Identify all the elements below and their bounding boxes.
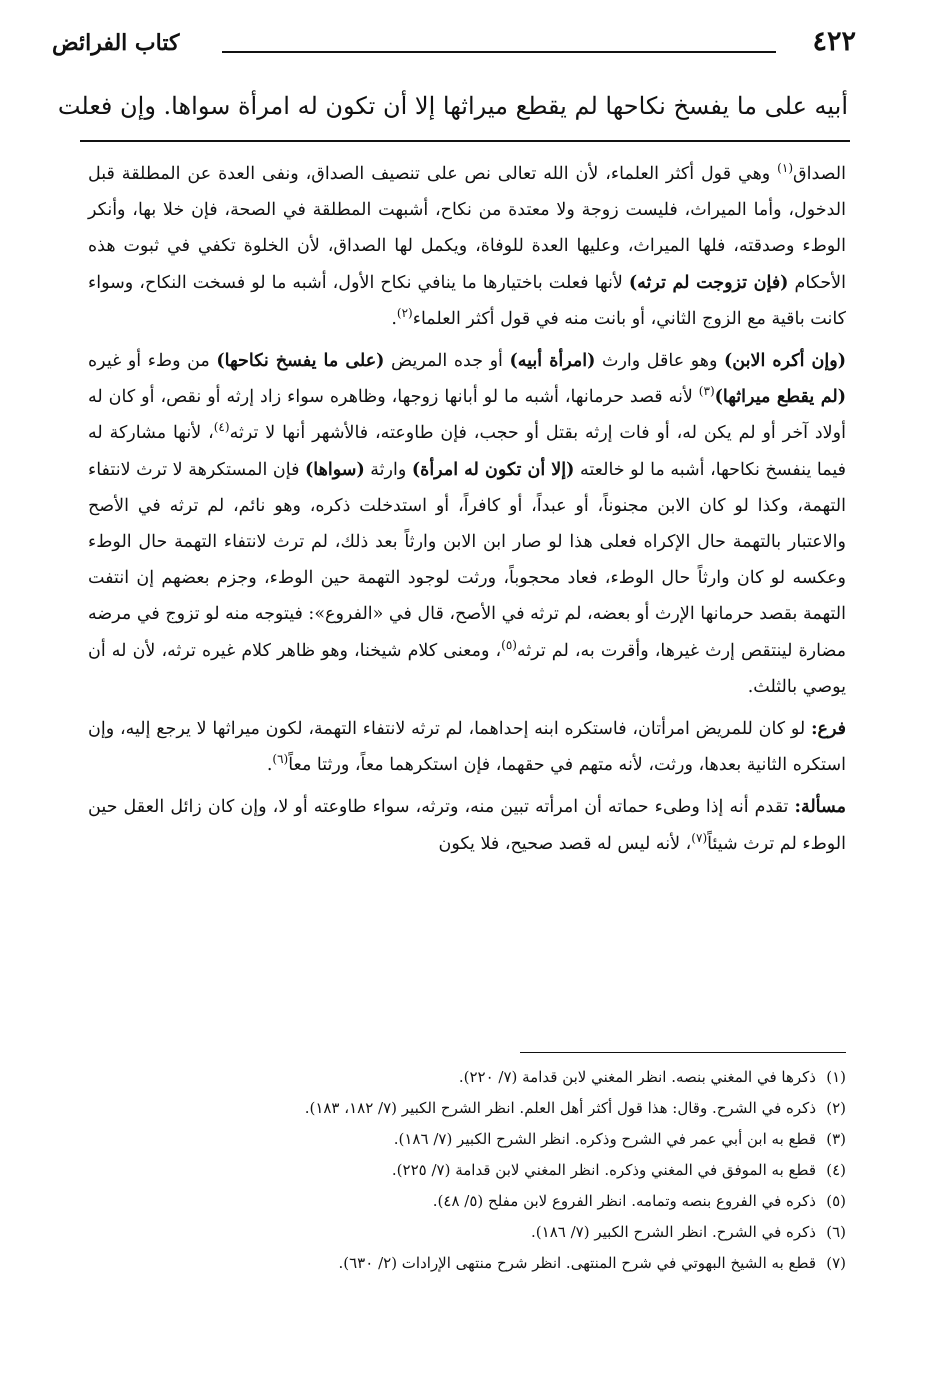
footnote-ref[interactable]: (٤) <box>213 420 230 435</box>
matn-text: أبيه على ما يفسخ نكاحها لم يقطع ميراثها إلا أن تكون له امرأة سواها. وإن فعلت <box>57 92 848 120</box>
footnote <box>200 1155 846 1186</box>
book-title: كتاب الفرائض <box>52 30 180 56</box>
text-run: لو كان للمريض امرأتان، فاستكره ابنه إحداهما، لم ترثه لانتفاء التهمة، لكون ميراثها لا يرجع إليه، وإن استكره الثانية بعدها، ورثت، لأنه متهم في حقهما، فإن استكرهما معاً، ورثتا معاً <box>88 719 846 776</box>
commentary-body <box>88 156 846 868</box>
footnote-number: (٢) <box>826 1099 846 1117</box>
paragraph-masala <box>88 789 846 861</box>
paragraph-1 <box>88 156 846 337</box>
section-label: فرع: <box>811 719 846 740</box>
footnote-number: (٦) <box>826 1223 846 1241</box>
footnote <box>200 1093 846 1124</box>
footnote-ref[interactable]: (٢) <box>396 305 413 320</box>
footnote-text: قطع به الموفق في المغني وذكره. انظر المغني لابن قدامة (٧/ ٢٢٥). <box>391 1161 816 1179</box>
footnote-text: قطع به ابن أبي عمر في الشرح وذكره. انظر الشرح الكبير (٧/ ١٨٦). <box>393 1130 816 1148</box>
page-number: ٤٢٢ <box>812 26 856 57</box>
text-run: فإن المستكرهة لا ترث لانتفاء التهمة، وكذا لو كان الابن مجنوناً، أو عبداً، أو كافراً، أو استدخلت ذكره، وهو نائم، لم ترثه في الأصح والاعتبار بالتهمة حال الإكراه فعلى هذا لو صار ابن الابن وارثاً بعد ذلك، لم ترث لانتفاء التهمة حال الوطء وعكسه لو كان وارثاً حال الوطء، فعاد محجوباً، ورثت لوجود التهمة حين الوطء، وجزم بعضهم إن انتفت التهمة بقصد حرمانها الإرث أو بعضه، لم ترثه في الأصح، قال في «الفروع»: فيتوجه منه لو تزوج في مرضه مضارة لينتقص إرث غيرها، وأقرت به، لم ترثه <box>87 459 846 661</box>
text-run: لأنها فعلت باختيارها ما ينافي نكاح الأول، أشبه ما لو فسخت النكاح، وسواء كانت باقية مع الزوج الثاني، أو بانت منه في قول أكثر العلماء <box>88 272 846 329</box>
matn-quote: (فإن تزوجت لم ترثه) <box>628 272 789 293</box>
text-run: وارثة <box>364 459 412 480</box>
footnote-ref[interactable]: (٥) <box>501 637 517 652</box>
section-label: مسألة: <box>794 797 846 818</box>
running-header <box>52 26 856 66</box>
footnote-text: ذكره في الفروع بنصه وتمامه. انظر الفروع لابن مفلح (٥/ ٤٨). <box>432 1192 816 1210</box>
footnote <box>200 1062 846 1093</box>
text-run: ، لأنه ليس له قصد صحيح، فلا يكون <box>438 833 692 854</box>
footnote-ref[interactable]: (١) <box>777 161 793 176</box>
text-run: . <box>391 308 397 329</box>
footnote <box>200 1124 846 1155</box>
footnote-number: (٣) <box>826 1130 846 1148</box>
footnote <box>200 1217 846 1248</box>
footnote <box>200 1186 846 1217</box>
footnote-separator <box>520 1052 846 1053</box>
footnote-number: (٥) <box>826 1192 846 1210</box>
matn-quote: (وإن أكره الابن) <box>724 351 846 372</box>
matn-quote: (على ما يفسخ نكاحها) <box>216 351 385 372</box>
text-run: من وطء أو غيره <box>88 351 217 372</box>
footnote-ref[interactable]: (٦) <box>272 752 289 767</box>
paragraph-far3 <box>88 711 846 783</box>
text-run: أو جده المريض <box>384 351 510 372</box>
matn-quote: (امرأة أبيه) <box>509 351 596 372</box>
footnotes <box>200 1062 846 1279</box>
text-run: الصداق <box>793 164 846 184</box>
footnote-text: ذكره في الشرح. انظر الشرح الكبير (٧/ ١٨٦). <box>531 1223 816 1241</box>
text-run: تقدم أنه إذا وطىء حماته أن امرأته تبين منه، وترثه، سواء طاوعته أو لا، وإن كان زائل العقل حين الوطء لم ترث شيئاً <box>88 797 846 854</box>
text-run: . <box>266 755 273 776</box>
matn-separator <box>80 140 850 142</box>
footnote-number: (١) <box>826 1068 846 1086</box>
footnote-ref[interactable]: (٧) <box>691 830 708 845</box>
footnote-number: (٧) <box>826 1254 846 1272</box>
footnote <box>200 1248 846 1279</box>
footnote-number: (٤) <box>826 1161 846 1179</box>
matn-quote: (لم يقطع ميراثها) <box>714 387 846 408</box>
paragraph-2 <box>88 343 846 705</box>
footnote-text: قطع به الشيخ البهوتي في شرح المنتهى. انظر شرح منتهى الإرادات (٢/ ٦٣٠). <box>338 1254 816 1272</box>
header-rule <box>222 51 776 53</box>
text-run: وهي قول أكثر العلماء، لأن الله تعالى نص على تنصيف الصداق، ونفى العدة عن المطلقة قبل الدخول، وأما الميراث، فليست زوجة ولا معتدة من نكاح، أشبهت المطلقة في الصحة، فإن خلا بها، وأنكر الوطء وصدقته، فلها الميراث، وعليها العدة للوفاة، ويكمل لها الصداق، لأن الخلوة تكفي في ثبوت هذه الأحكام <box>88 164 847 293</box>
footnote-text: ذكره في الشرح. وقال: هذا قول أكثر أهل العلم. انظر الشرح الكبير (٧/ ١٨٢، ١٨٣). <box>304 1099 816 1117</box>
footnote-text: ذكرها في المغني بنصه. انظر المغني لابن قدامة (٧/ ٢٢٠). <box>458 1068 816 1086</box>
footnote-ref[interactable]: (٣) <box>698 384 715 399</box>
matn-quote: (سواها) <box>305 459 365 480</box>
text-run: لأنه قصد حرمانها، أشبه ما لو أبانها زوجها، وظاهره سواء زاد إرثه أو نقص، أو كان له أولاد آخر أو لم يكن له، أو فات إرثه بقتل أو حجب، فإن طاوعته، فالأشهر أنها لا ترثه <box>88 387 846 444</box>
matn-quote: (إلا أن تكون له امرأة) <box>411 459 575 480</box>
text-run: ، لأنها مشاركة له فيما ينفسخ نكاحها، أشبه ما لو خالعته <box>88 423 846 480</box>
text-run: ، ومعنى كلام شيخنا، وهو ظاهر كلام غيره ترثه، لأن له أن يوصي بالثلث. <box>88 640 846 697</box>
text-run: وهو عاقل وارث <box>595 351 725 372</box>
